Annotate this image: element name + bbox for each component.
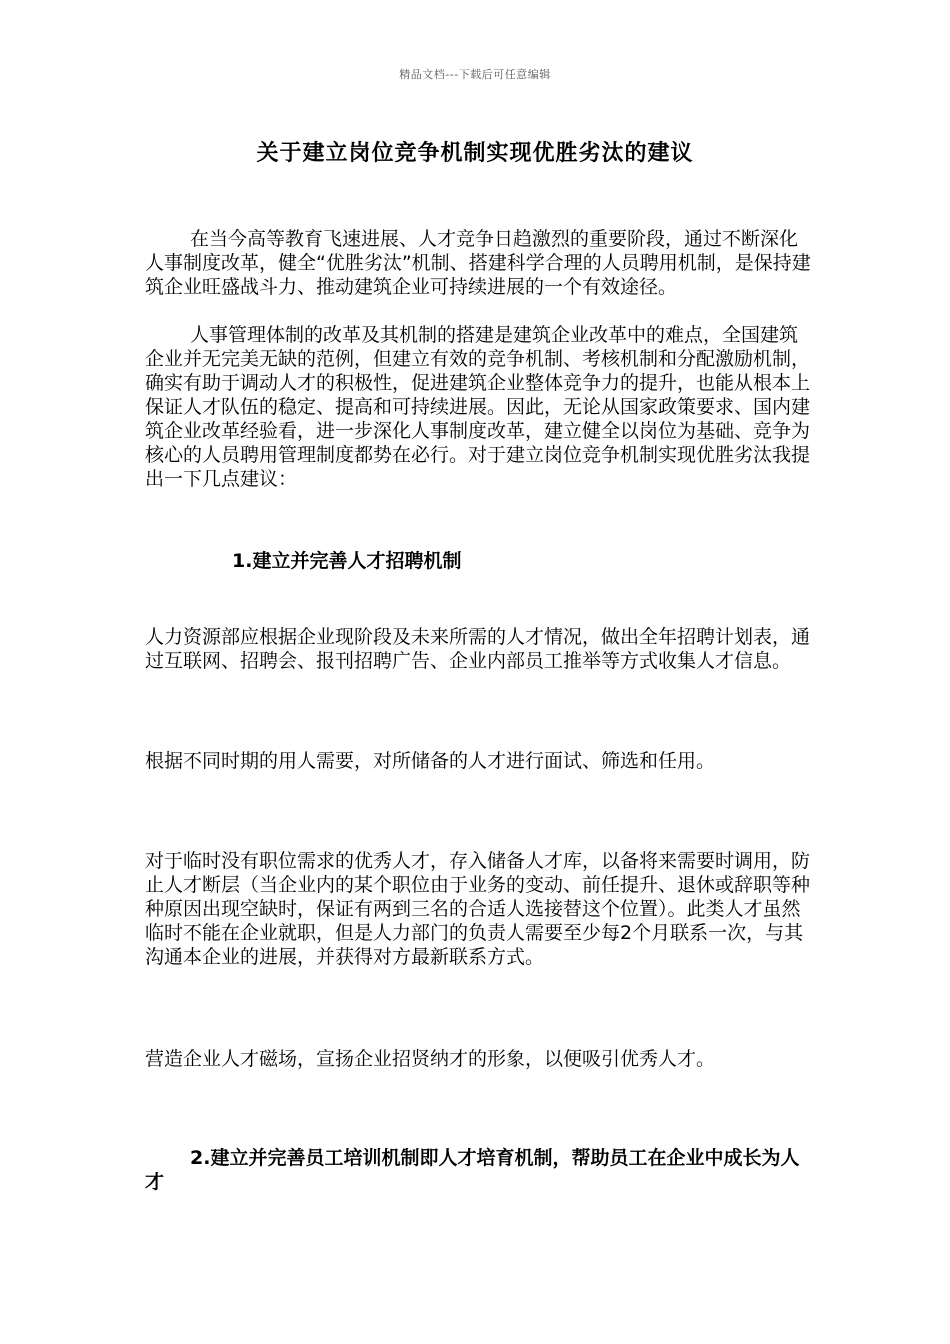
- paragraph-recruitment-plan: 人力资源部应根据企业现阶段及未来所需的人才情况，做出全年招聘计划表，通过互联网、招聘会、报刊招聘广告、企业内部员工推举等方式收集人才信息。: [145, 626, 811, 672]
- section-heading-1: 1.建立并完善人才招聘机制: [232, 550, 462, 572]
- paragraph-talent-magnet: 营造企业人才磁场，宣扬企业招贤纳才的形象，以便吸引优秀人才。: [145, 1048, 716, 1070]
- section-heading-2: 2.建立并完善员工培训机制即人才培育机制，帮助员工在企业中成长为人才: [145, 1147, 800, 1193]
- document-title: 关于建立岗位竞争机制实现优胜劣汰的建议: [256, 141, 694, 166]
- intro-paragraph-2: 人事管理体制的改革及其机制的搭建是建筑企业改革中的难点，全国建筑企业并无完美无缺的范例，但建立有效的竞争机制、考核机制和分配激励机制，确实有助于调动人才的积极性，促进建筑企业整体竞争力的提升，也能从根本上保证人才队伍的稳定、提高和可持续进展。因此，无论从国家政策要求、国内建筑企业改革经验看，进一步深化人事制度改革，建立健全以岗位为基础、竞争为核心的人员聘用管理制度都势在必行。对于建立岗位竞争机制实现优胜劣汰我提出一下几点建议：: [145, 324, 811, 490]
- paragraph-interview: 根据不同时期的用人需要，对所储备的人才进行面试、筛选和任用。: [145, 750, 716, 772]
- page-header: 精品文档---下载后可任意编辑: [399, 68, 551, 81]
- intro-paragraph-1: 在当今高等教育飞速进展、人才竞争日趋激烈的重要阶段，通过不断深化人事制度改革，健全“优胜劣汰”机制、搭建科学合理的人员聘用机制，是保持建筑企业旺盛战斗力、推动建筑企业可持续进展的一个有效途径。: [145, 228, 811, 298]
- paragraph-talent-pool: 对于临时没有职位需求的优秀人才，存入储备人才库，以备将来需要时调用，防止人才断层（当企业内的某个职位由于业务的变动、前任提升、退休或辞职等种种原因出现空缺时，保证有两到三名的合适人选接替这个位置）。此类人才虽然临时不能在企业就职，但是人力部门的负责人需要至少每2个月联系一次，与其沟通本企业的进展，并获得对方最新联系方式。: [145, 850, 811, 968]
